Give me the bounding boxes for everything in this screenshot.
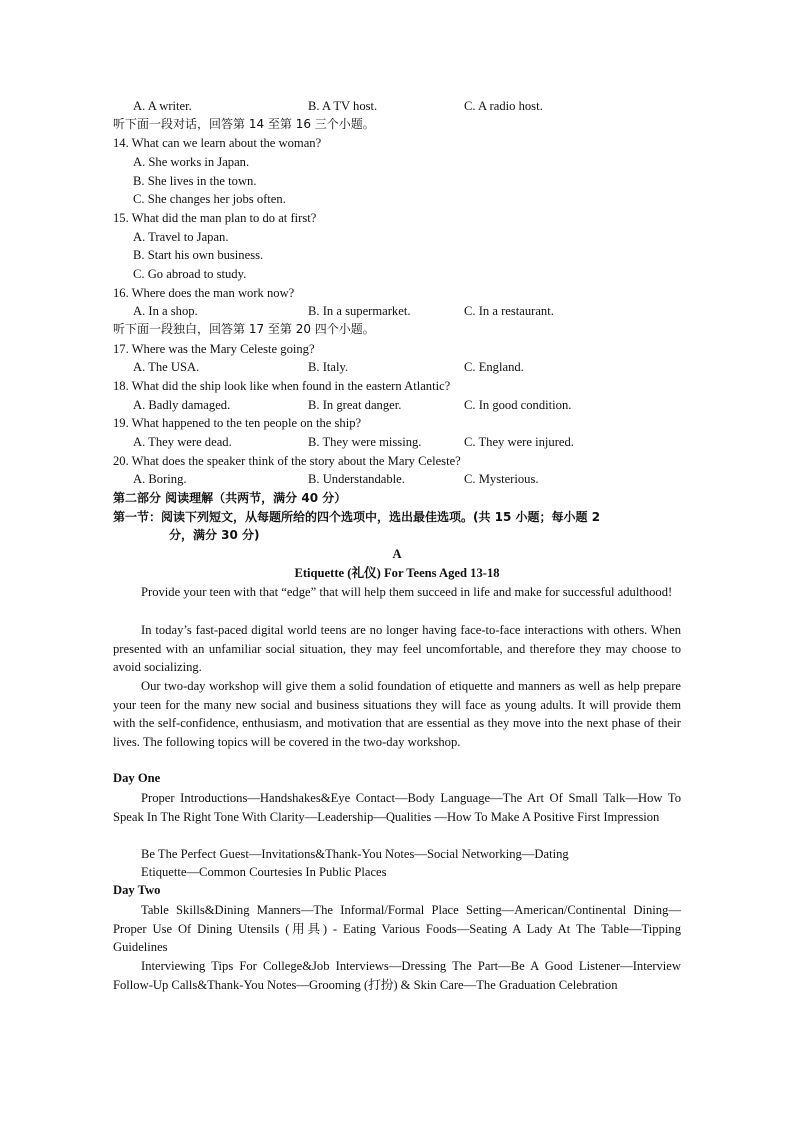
day-one-topics-2: Be The Perfect Guest—Invitations&Thank-You Notes—Social Networking—Dating — [141, 847, 569, 861]
listening-instruction: 听下面一段独白，回答第 17 至第 20 四个小题。 — [113, 322, 375, 336]
passage-title: Etiquette (礼仪) For Teens Aged 13-18 — [294, 566, 500, 580]
q17-option-c: C. England. — [464, 360, 524, 374]
section-heading-cont: 分，满分 30 分) — [169, 528, 260, 542]
q20-option-c: C. Mysterious. — [464, 472, 539, 486]
q14-option-a: A. She works in Japan. — [133, 155, 250, 169]
q15-option-a: A. Travel to Japan. — [133, 230, 229, 244]
passage-paragraph: In today’s fast-paced digital world teens are no longer having face-to-face interactions with others. When presented with an unfamiliar social situation, they may feel uncomfortable, and therefore they may choose to avoid socializing. — [113, 623, 681, 675]
q19-option-c: C. They were injured. — [464, 435, 574, 449]
question-stem: 17. Where was the Mary Celeste going? — [113, 342, 315, 356]
q19-option-b: B. They were missing. — [308, 435, 422, 449]
q18-option-b: B. In great danger. — [308, 398, 402, 412]
q17-option-b: B. Italy. — [308, 360, 349, 374]
day-one-heading: Day One — [113, 771, 161, 785]
passage-letter: A — [392, 547, 402, 561]
part-heading: 第二部分 阅读理解（共两节，满分 40 分） — [113, 491, 347, 505]
question-stem: 16. Where does the man work now? — [113, 286, 295, 300]
q15-option-c: C. Go abroad to study. — [133, 267, 247, 281]
q20-option-b: B. Understandable. — [308, 472, 405, 486]
question-stem: 15. What did the man plan to do at first? — [113, 211, 317, 225]
section-heading: 第一节：阅读下列短文，从每题所给的四个选项中，选出最佳选项。(共 15 小题；每小题 2 — [113, 510, 601, 524]
day-two-topics: Table Skills&Dining Manners—The Informal/Formal Place Setting—American/Continental Dining—Proper Use Of Dining Utensils (用具) - Eating Various Foods—Seating A Lady At The Table—Tipping Guidelines — [113, 903, 681, 955]
q13-option-c: C. A radio host. — [464, 99, 543, 113]
question-stem: 18. What did the ship look like when found in the eastern Atlantic? — [113, 379, 451, 393]
listening-instruction: 听下面一段对话，回答第 14 至第 16 三个小题。 — [113, 117, 375, 131]
question-stem: 14. What can we learn about the woman? — [113, 136, 322, 150]
question-stem: 20. What does the speaker think of the story about the Mary Celeste? — [113, 454, 461, 468]
q14-option-c: C. She changes her jobs often. — [133, 192, 286, 206]
day-one-topics-2-cont: Etiquette—Common Courtesies In Public Places — [141, 865, 387, 879]
day-two-topics-2: Interviewing Tips For College&Job Interviews—Dressing The Part—Be A Good Listener—Interview Follow-Up Calls&Thank-You Notes—Grooming (打扮) & Skin Care—The Graduation Celebration — [113, 959, 681, 992]
q18-option-a: A. Badly damaged. — [133, 398, 231, 412]
passage-paragraph: Our two-day workshop will give them a solid foundation of etiquette and manners as well as help prepare your teen for the many new social and business situations they will face as young adults. It will provide them with the self-confidence, enthusiasm, and motivation that are essential as they move into the next phase of their lives. The following topics will be covered in the two-day workshop. — [113, 679, 681, 749]
q16-option-c: C. In a restaurant. — [464, 304, 554, 318]
q17-option-a: A. The USA. — [133, 360, 200, 374]
day-one-topics: Proper Introductions—Handshakes&Eye Contact—Body Language—The Art Of Small Talk—How To Speak In The Right Tone With Clarity—Leadership—Qualities —How To Make A Positive First Impression — [113, 791, 681, 824]
q16-option-a: A. In a shop. — [133, 304, 198, 318]
q20-option-a: A. Boring. — [133, 472, 187, 486]
passage-paragraph: Provide your teen with that “edge” that will help them succeed in life and make for successful adulthood! — [141, 585, 673, 599]
day-two-heading: Day Two — [113, 883, 161, 897]
q19-option-a: A. They were dead. — [133, 435, 232, 449]
q14-option-b: B. She lives in the town. — [133, 174, 257, 188]
q13-option-a: A. A writer. — [133, 99, 192, 113]
question-stem: 19. What happened to the ten people on the ship? — [113, 416, 362, 430]
q18-option-c: C. In good condition. — [464, 398, 572, 412]
q16-option-b: B. In a supermarket. — [308, 304, 411, 318]
q13-option-b: B. A TV host. — [308, 99, 378, 113]
q15-option-b: B. Start his own business. — [133, 248, 264, 262]
